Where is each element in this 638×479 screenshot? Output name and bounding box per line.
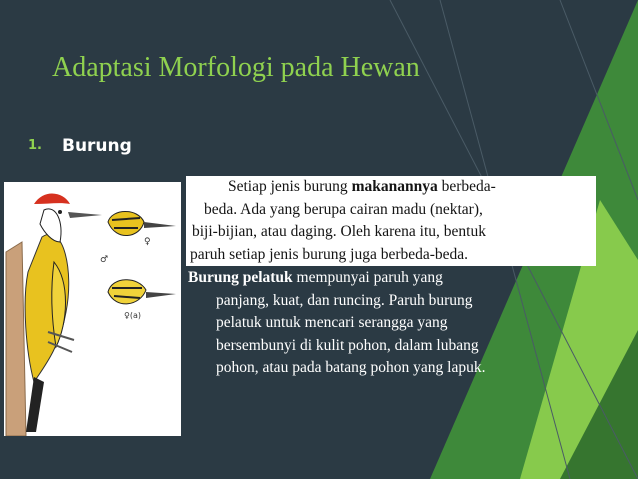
paragraph-line: beda. Ada yang berupa cairan madu (nektar),: [204, 200, 483, 218]
bold-keyword: Burung pelatuk: [188, 269, 293, 286]
text-run: berbeda-: [437, 178, 496, 195]
woodpecker-crest: [34, 193, 70, 204]
woodpecker-eye: [58, 210, 62, 214]
woodpecker-tail: [26, 377, 44, 432]
paragraph-line: paruh setiap jenis burung juga berbeda-beda.: [190, 245, 469, 263]
slide-title: Adaptasi Morfologi pada Hewan: [52, 52, 420, 83]
bold-keyword: makanannya: [351, 178, 438, 195]
woodpecker-drawing: [4, 182, 181, 436]
paragraph-diet: [186, 176, 596, 266]
tree-trunk: [6, 242, 26, 436]
paragraph-woodpecker: [186, 266, 596, 380]
female-symbol: ♀: [144, 237, 151, 247]
paragraph-line: [188, 267, 596, 290]
male-symbol: ♂: [100, 255, 109, 265]
text-run: mempunyai paruh yang: [292, 269, 443, 286]
head-female-a: [108, 280, 146, 304]
paragraph-line: bersembunyi di kulit pohon, dalam lubang: [216, 336, 479, 354]
paragraph-line: [190, 176, 592, 199]
section-heading-text: Burung: [61, 136, 132, 156]
paragraph-line: pohon, atau pada batang pohon yang lapuk.: [216, 359, 486, 376]
paragraph-line: pelatuk untuk mencari serangga yang: [216, 314, 448, 331]
woodpecker-beak: [68, 212, 102, 218]
paragraph-line: biji-bijian, atau daging. Oleh karena itu, bentuk: [192, 223, 486, 240]
section-number: 1.: [28, 138, 42, 153]
slide-body: [186, 176, 596, 380]
head-female-beak: [144, 222, 176, 228]
woodpecker-illustration: [4, 182, 181, 436]
head-female: [108, 212, 144, 236]
head-female-a-beak: [146, 292, 176, 298]
text-run: Setiap jenis burung: [228, 178, 352, 195]
section-heading: [28, 136, 132, 156]
paragraph-line: panjang, kuat, dan runcing. Paruh burung: [216, 291, 473, 309]
female-a-label: ♀(a): [124, 311, 142, 320]
